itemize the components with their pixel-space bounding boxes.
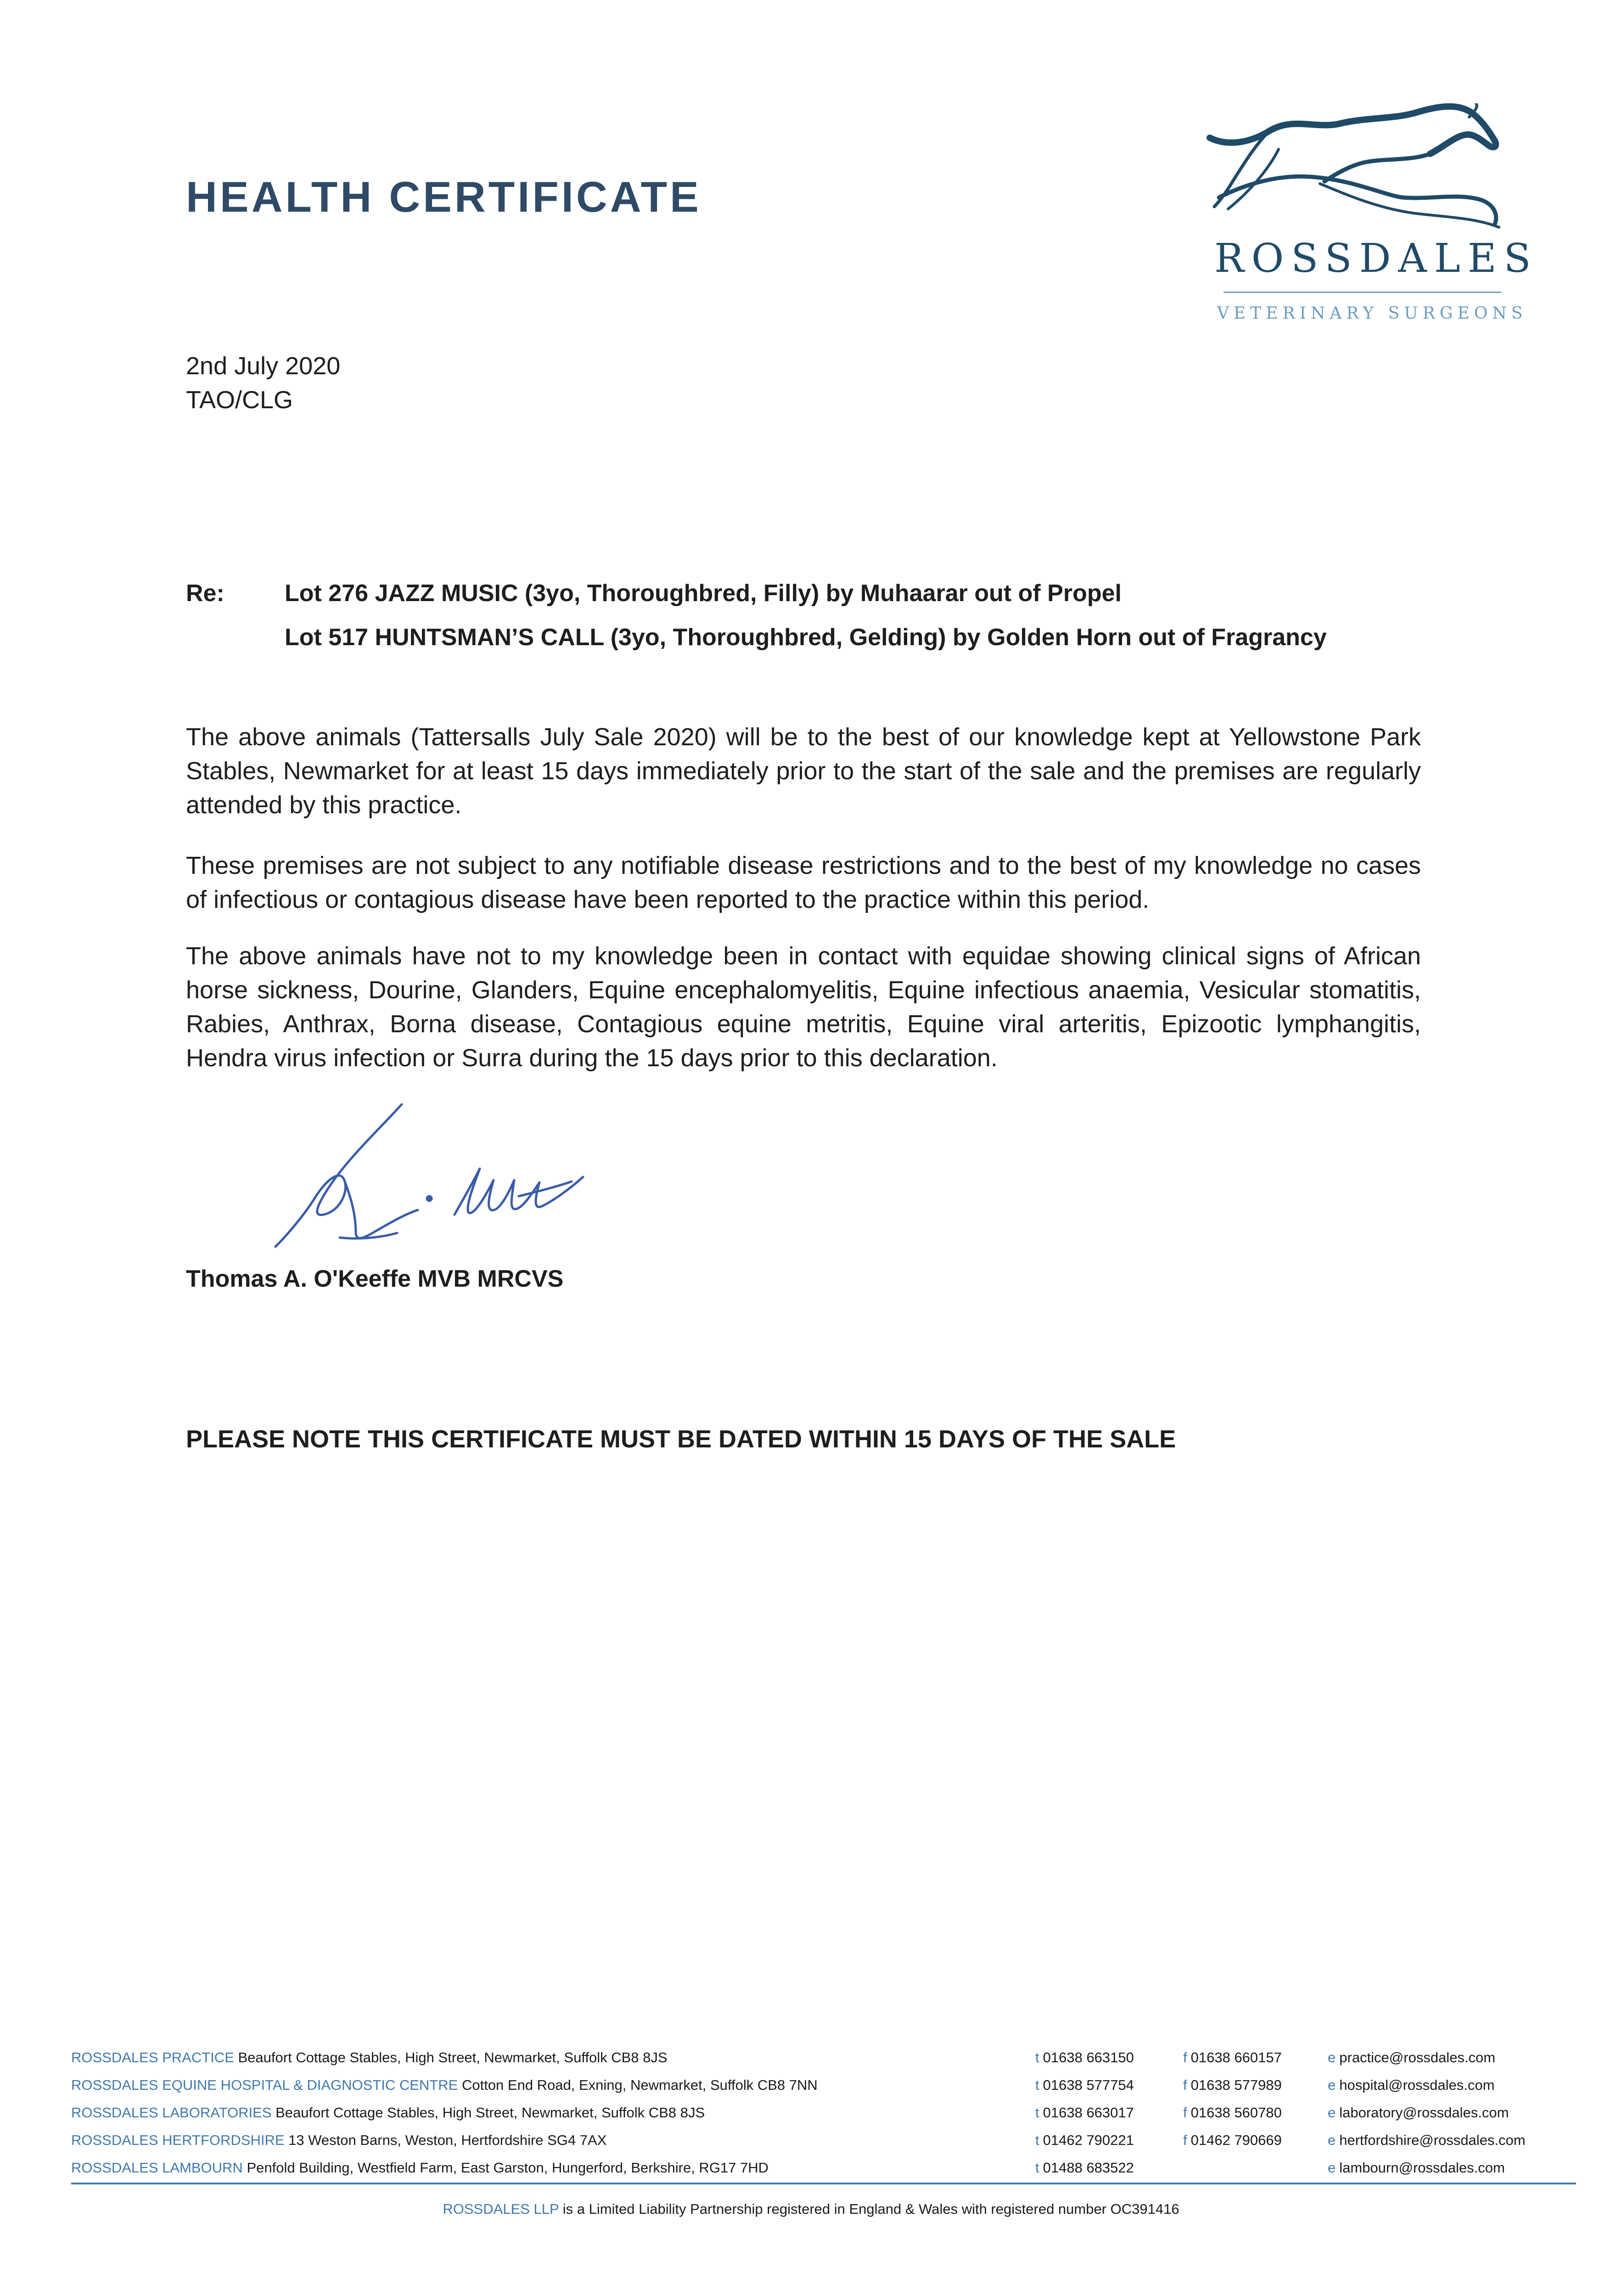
office-address: 13 Weston Barns, Weston, Hertfordshire SG4 7AX xyxy=(288,2132,607,2148)
re-line-lot-276: Lot 276 JAZZ MUSIC (3yo, Thoroughbred, Filly) by Muhaarar out of Propel xyxy=(285,580,1122,607)
footer-email: e lambourn@rossdales.com xyxy=(1328,2160,1505,2176)
footer-fax: f 01638 660157 xyxy=(1183,2049,1282,2065)
office-address: Penfold Building, Westfield Farm, East Garston, Hungerford, Berkshire, RG17 7HD xyxy=(247,2160,769,2176)
registration-text xyxy=(0,2201,1622,2217)
office-label: ROSSDALES EQUINE HOSPITAL & DIAGNOSTIC CENTRE xyxy=(71,2077,458,2093)
rossdales-logo xyxy=(1201,103,1538,333)
notice-text: PLEASE NOTE THIS CERTIFICATE MUST BE DATED WITHIN 15 DAYS OF THE SALE xyxy=(186,1425,1176,1453)
re-label: Re: xyxy=(186,580,224,607)
page-title: HEALTH CERTIFICATE xyxy=(186,173,702,221)
horse-logo-icon xyxy=(1201,103,1513,232)
footer-phone: t 01638 577754 xyxy=(1035,2077,1134,2093)
office-label: ROSSDALES LAMBOURN xyxy=(71,2160,243,2176)
footer-phone: t 01638 663017 xyxy=(1035,2105,1134,2121)
logo-divider xyxy=(1224,292,1501,293)
footer-office-lambourn xyxy=(71,2160,769,2176)
paragraph-premises: The above animals (Tattersalls July Sale 2020) will be to the best of our knowledge kept at Yellowstone Park Stables, Newmarket for at least 15 days immediately prior to the start of the sale and the premises are regularly attended by this practice. xyxy=(186,723,1421,819)
office-label: ROSSDALES HERTFORDSHIRE xyxy=(71,2132,285,2148)
footer-phone: t 01488 683522 xyxy=(1035,2160,1134,2176)
footer-divider xyxy=(71,2183,1576,2184)
footer-fax: f 01638 560780 xyxy=(1183,2105,1282,2121)
footer-fax: f 01638 577989 xyxy=(1183,2077,1282,2093)
footer-office-hertfordshire xyxy=(71,2132,606,2149)
footer-fax: f 01462 790669 xyxy=(1183,2132,1282,2148)
logo-subtitle: VETERINARY SURGEONS xyxy=(1217,304,1527,323)
footer-office-hospital xyxy=(71,2077,818,2093)
signature xyxy=(271,1100,611,1256)
logo-wordmark: ROSSDALES xyxy=(1214,236,1538,281)
footer-phone: t 01638 663150 xyxy=(1035,2049,1134,2065)
handwritten-signature-icon xyxy=(271,1100,611,1256)
footer-email: e laboratory@rossdales.com xyxy=(1328,2105,1509,2121)
footer-phone: t 01462 790221 xyxy=(1035,2132,1134,2148)
footer-office-laboratories xyxy=(71,2105,705,2121)
letter-date: 2nd July 2020 xyxy=(186,352,341,380)
registration-detail: is a Limited Liability Partnership registered in England & Wales with registered number OC391416 xyxy=(562,2201,1179,2217)
letter-reference: TAO/CLG xyxy=(186,386,293,414)
re-line-lot-517: Lot 517 HUNTSMAN’S CALL (3yo, Thoroughbred, Gelding) by Golden Horn out of Fragrancy xyxy=(285,624,1327,651)
office-address: Cotton End Road, Exning, Newmarket, Suffolk CB8 7NN xyxy=(461,2077,818,2093)
office-label: ROSSDALES LABORATORIES xyxy=(71,2105,272,2121)
paragraph-contact: The above animals have not to my knowledge been in contact with equidae showing clinical signs of African horse sickness, Dourine, Glanders, Equine encephalomyelitis, Equine infectious anaemia, Vesicular stomatitis, Rabies, Anthrax, Borna disease, Contagious equine metritis, Equine viral arteritis, Epizootic lymphangitis, Hendra virus infection or Surra during the 15 days prior to this declaration. xyxy=(186,942,1421,1072)
footer-office-practice xyxy=(71,2049,668,2066)
office-label: ROSSDALES PRACTICE xyxy=(71,2049,234,2065)
office-address: Beaufort Cottage Stables, High Street, Newmarket, Suffolk CB8 8JS xyxy=(238,2049,668,2065)
footer-email: e practice@rossdales.com xyxy=(1328,2049,1496,2065)
registration-label: ROSSDALES LLP xyxy=(443,2201,559,2217)
paragraph-restrictions: These premises are not subject to any notifiable disease restrictions and to the best of my knowledge no cases of infectious or contagious disease have been reported to the practice within this period. xyxy=(186,852,1421,913)
signatory-name: Thomas A. O'Keeffe MVB MRCVS xyxy=(186,1266,564,1292)
footer-email: e hospital@rossdales.com xyxy=(1328,2077,1495,2093)
footer-email: e hertfordshire@rossdales.com xyxy=(1328,2132,1526,2148)
office-address: Beaufort Cottage Stables, High Street, Newmarket, Suffolk CB8 8JS xyxy=(275,2105,705,2121)
